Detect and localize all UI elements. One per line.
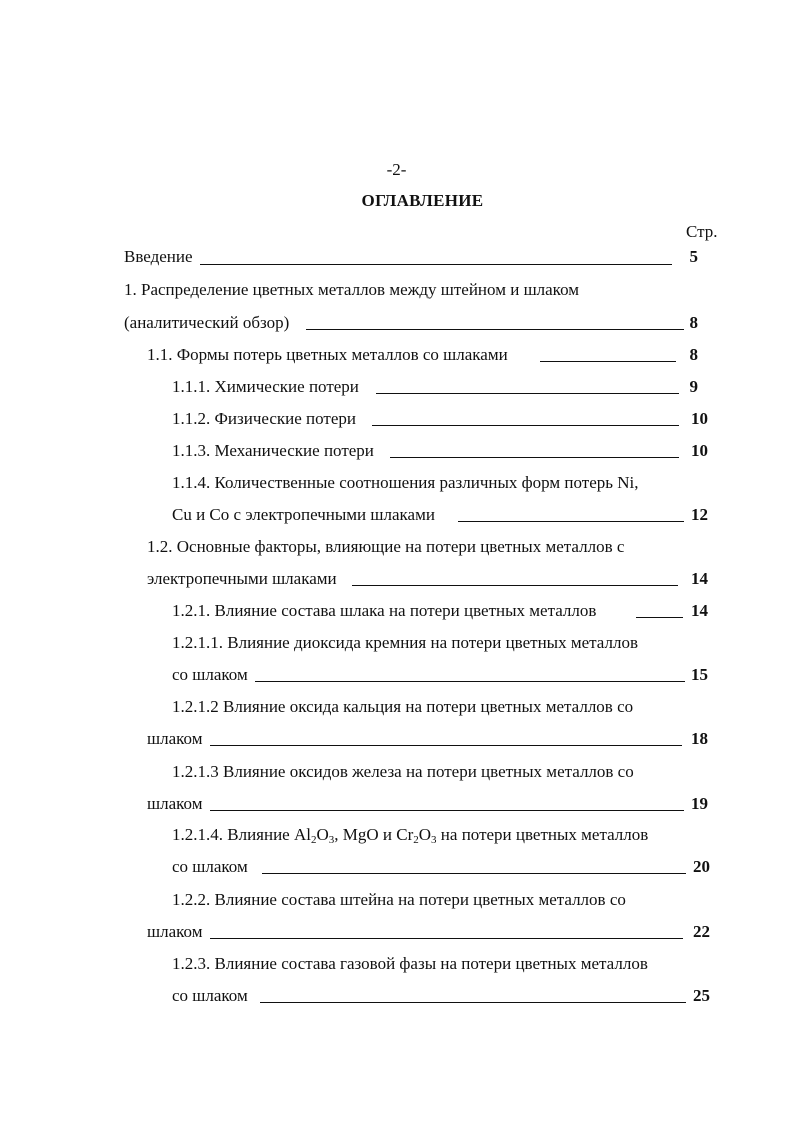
toc-entry-text: шлаком [147, 794, 203, 813]
toc-entry-text: шлаком [147, 922, 203, 941]
toc-entry-page: 14 [691, 601, 708, 620]
page-column-label: Стр. [686, 222, 718, 241]
dot-leader [390, 457, 679, 458]
dot-leader [210, 745, 682, 746]
toc-entry-text: 1.2.1.2 Влияние оксида кальция на потери цветных металлов со [172, 697, 634, 716]
toc-entry-text: 1.1.4. Количественные соотношения различных форм потерь Ni, [172, 473, 639, 492]
dot-leader [210, 810, 684, 811]
toc-entry-page: 9 [689, 377, 698, 396]
toc-entry-page: 8 [689, 313, 698, 332]
toc-entry-page: 20 [693, 857, 710, 876]
toc-entry-text: со шлаком [172, 986, 248, 1005]
toc-entry-page: 10 [691, 409, 708, 428]
toc-entry-page: 19 [691, 794, 708, 813]
toc-entry-text: Cu и Co с электропечными шлаками [172, 505, 435, 524]
dot-leader [458, 521, 684, 522]
dot-leader [200, 264, 672, 265]
toc-entry-page: 12 [691, 505, 708, 524]
toc-entry-page: 18 [691, 729, 708, 748]
dot-leader [540, 361, 676, 362]
toc-entry-text: 1.2.1. Влияние состава шлака на потери цветных металлов [172, 601, 597, 620]
dot-leader [352, 585, 678, 586]
toc-entry-page: 8 [689, 345, 698, 364]
toc-entry-text: (аналитический обзор) [124, 313, 290, 332]
toc-entry-page: 15 [691, 665, 708, 684]
toc-entry-text: 1.1. Формы потерь цветных металлов со шлаками [147, 345, 508, 364]
toc-entry-text: 1.1.2. Физические потери [172, 409, 357, 428]
page-number: -2- [386, 160, 407, 179]
toc-entry-text: 1.2. Основные факторы, влияющие на потери цветных металлов с [147, 537, 625, 556]
toc-title: ОГЛАВЛЕНИЕ [361, 191, 484, 210]
toc-entry-text: 1.2.1.3 Влияние оксидов железа на потери цветных металлов со [172, 762, 634, 781]
dot-leader [636, 617, 683, 618]
toc-entry-text: со шлаком [172, 665, 248, 684]
toc-entry-text: 1.2.3. Влияние состава газовой фазы на потери цветных металлов [172, 954, 648, 973]
toc-entry-page: 14 [691, 569, 708, 588]
dot-leader [260, 1002, 686, 1003]
toc-entry-text: электропечными шлаками [147, 569, 337, 588]
dot-leader [210, 938, 683, 939]
toc-entry-page: 5 [689, 247, 698, 266]
toc-entry-text: со шлаком [172, 857, 248, 876]
dot-leader [255, 681, 685, 682]
toc-entry-text-formula: 1.2.1.4. Влияние $Al_2O_3$, MgO и $Cr_2O_3$ на потери цветных металлов [172, 825, 649, 846]
toc-entry-text: 1.2.1.1. Влияние диоксида кремния на потери цветных металлов [172, 633, 638, 652]
toc-entry-page: 25 [693, 986, 710, 1005]
toc-entry-text: Введение [124, 247, 193, 266]
dot-leader [372, 425, 679, 426]
toc-entry-page: 10 [691, 441, 708, 460]
toc-entry-page: 22 [693, 922, 710, 941]
dot-leader [262, 873, 686, 874]
toc-entry-text: 1.1.1. Химические потери [172, 377, 359, 396]
toc-entry-text: 1.1.3. Механические потери [172, 441, 374, 460]
dot-leader [306, 329, 684, 330]
dot-leader [376, 393, 679, 394]
toc-entry-text: шлаком [147, 729, 203, 748]
toc-entry-text: 1.2.2. Влияние состава штейна на потери цветных металлов со [172, 890, 626, 909]
toc-entry-text: 1. Распределение цветных металлов между штейном и шлаком [124, 280, 580, 299]
